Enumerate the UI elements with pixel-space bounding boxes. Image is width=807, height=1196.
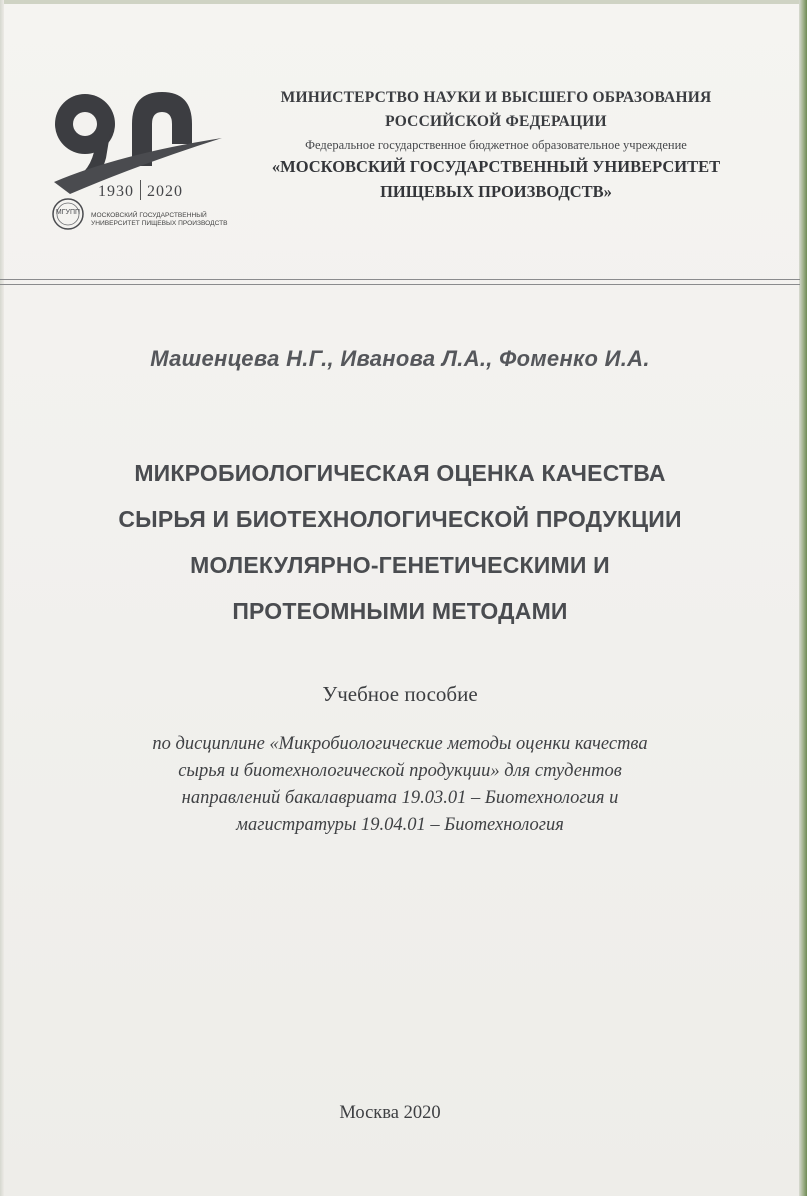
page-edge-top (0, 0, 807, 4)
ministry-line2: РОССИЙСКОЙ ФЕДЕРАЦИИ (385, 113, 607, 130)
page-edge-right (799, 0, 807, 1196)
page-edge-left (0, 0, 4, 1196)
ministry-line1: МИНИСТЕРСТВО НАУКИ И ВЫСШЕГО ОБРАЗОВАНИЯ (280, 89, 712, 106)
logo-caption-line2: УНИВЕРСИТЕТ ПИЩЕВЫХ ПРОИЗВОДСТВ (91, 220, 228, 227)
header-divider-top (0, 279, 800, 280)
logo-year-separator (140, 180, 141, 200)
title-line-3: МОЛЕКУЛЯРНО-ГЕНЕТИЧЕСКИМИ И (190, 552, 610, 578)
institution-header (236, 86, 756, 204)
book-title (20, 450, 780, 634)
logo-caption (91, 212, 241, 228)
logo-emblem-text: МГУПП (55, 209, 81, 216)
authors: Машенцева Н.Г., Иванова Л.А., Фоменко И.А. (150, 346, 650, 371)
discipline-line-3: направлений бакалавриата 19.03.01 – Биотехнология и (181, 788, 619, 808)
discipline-line-4: магистратуры 19.04.01 – Биотехнология (236, 815, 564, 835)
discipline-description (40, 731, 760, 839)
title-line-4: ПРОТЕОМНЫМИ МЕТОДАМИ (232, 598, 568, 624)
header-divider-bottom (0, 284, 800, 285)
book-type: Учебное пособие (322, 682, 478, 706)
university-line2: ПИЩЕВЫХ ПРОИЗВОДСТВ» (380, 182, 612, 201)
university-line1: «МОСКОВСКИЙ ГОСУДАРСТВЕННЫЙ УНИВЕРСИТЕТ (271, 157, 721, 176)
title-line-1: МИКРОБИОЛОГИЧЕСКАЯ ОЦЕНКА КАЧЕСТВА (134, 460, 666, 486)
anniversary-logo (40, 78, 230, 238)
city-year: Москва 2020 (339, 1103, 441, 1123)
title-line-2: СЫРЬЯ И БИОТЕХНОЛОГИЧЕСКОЙ ПРОДУКЦИИ (118, 506, 682, 532)
federal-institution-line: Федеральное государственное бюджетное образовательное учреждение (305, 138, 687, 152)
logo-years (98, 180, 228, 201)
logo-year-start: 1930 (98, 183, 134, 200)
logo-caption-line1: МОСКОВСКИЙ ГОСУДАРСТВЕННЫЙ (91, 212, 207, 219)
discipline-line-2: сырья и биотехнологической продукции» для студентов (178, 761, 622, 781)
discipline-line-1: по дисциплине «Микробиологические методы оценки качества (152, 734, 648, 754)
logo-year-end: 2020 (147, 183, 183, 200)
